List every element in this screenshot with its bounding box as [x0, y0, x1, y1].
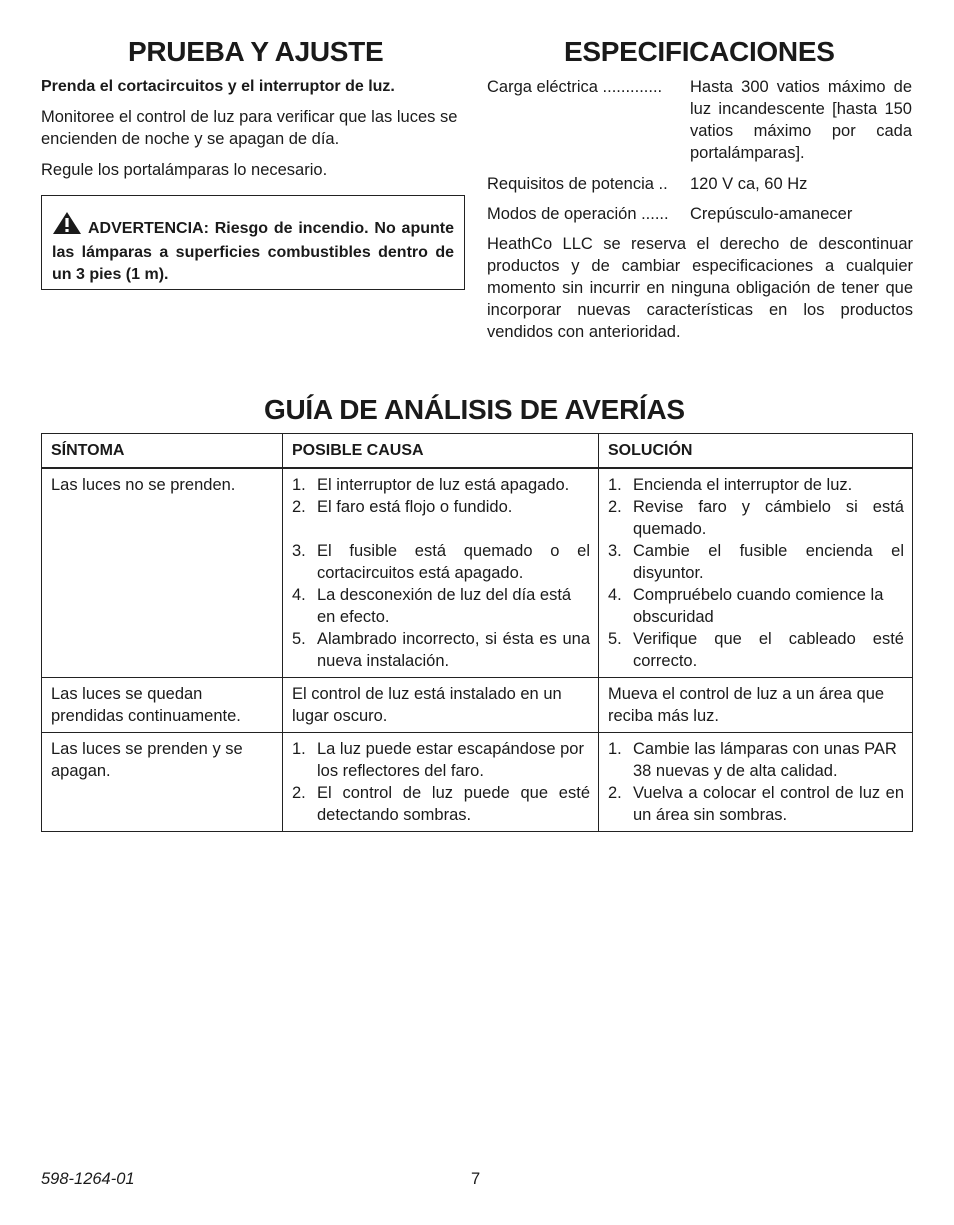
header-symptom: SÍNTOMA [42, 434, 283, 469]
list-item: 2. El faro está flojo o fundido. [292, 498, 513, 516]
symptom-cell: Las luces se quedan prendidas continuamente. [42, 678, 283, 733]
list-item: 2. El control de luz puede que esté detectando sombras. [292, 784, 590, 824]
solution-cell: Mueva el control de luz a un área que reciba más luz. [599, 678, 913, 733]
list-item: 2. Revise faro y cámbielo si está quemado. [608, 498, 904, 538]
cause-cell [283, 468, 599, 678]
list-item: 4. Compruébelo cuando comience la obscuridad [608, 586, 884, 626]
solution-cell [599, 733, 913, 832]
table-row [42, 468, 913, 678]
test-step-1: Prenda el cortacircuitos y el interruptor de luz. [41, 78, 395, 95]
list-item: 5. Alambrado incorrecto, si ésta es una nueva instalación. [292, 630, 590, 670]
spec-label: Requisitos de potencia .. [487, 175, 668, 193]
list-item: 1. Cambie las lámparas con unas PAR 38 nuevas y de alta calidad. [608, 740, 897, 780]
doc-number: 598-1264-01 [41, 1170, 135, 1188]
spec-label: Modos de operación ...... [487, 205, 669, 223]
list-item: 1. Encienda el interruptor de luz. [608, 476, 853, 494]
specs-note: HeathCo LLC se reserva el derecho de descontinuar productos y de cambiar especificaciones a cualquier momento sin incurrir en ninguna obligación de tener que incorporar nuevas características en los productos vendidos con anterioridad. [487, 235, 913, 341]
header-solution: SOLUCIÓN [599, 434, 913, 469]
table-row [42, 678, 913, 733]
header-cause: POSIBLE CAUSA [283, 434, 599, 469]
list-item: 1. El interruptor de luz está apagado. [292, 476, 570, 494]
list-item: 1. La luz puede estar escapándose por los reflectores del faro. [292, 740, 584, 780]
table-header-row [42, 434, 913, 469]
list-item: 5. Verifique que el cableado esté correcto. [608, 630, 904, 670]
list-item: 3. El fusible está quemado o el cortacircuitos está apagado. [292, 542, 590, 582]
spec-label: Carga eléctrica ............. [487, 78, 663, 96]
spec-row-modes [487, 203, 913, 225]
test-step-3: Regule los portalámparas lo necesario. [41, 161, 328, 179]
table-row [42, 733, 913, 832]
specs-title: ESPECIFICACIONES [564, 36, 835, 67]
spec-value: Crepúsculo-amanecer [690, 205, 853, 223]
spacer [292, 518, 590, 540]
cause-cell: El control de luz está instalado en un lugar oscuro. [283, 678, 599, 733]
spec-value: Hasta 300 vatios máximo de luz incandescente [hasta 150 vatios máximo por cada portalámparas]. [690, 78, 912, 162]
list-item: 2. Vuelva a colocar el control de luz en un área sin sombras. [608, 784, 904, 824]
spec-row-power [487, 173, 913, 195]
warning-text: ADVERTENCIA: Riesgo de incendio. No apunte las lámparas a superficies combustibles dentro de un 3 pies (1 m). [52, 220, 454, 283]
spec-value: 120 V ca, 60 Hz [690, 175, 808, 193]
test-step-2: Monitoree el control de luz para verificar que las luces se encienden de noche y se apagan de día. [41, 108, 458, 148]
symptom-cell: Las luces se prenden y se apagan. [42, 733, 283, 832]
test-title: PRUEBA Y AJUSTE [128, 36, 384, 67]
troubleshoot-table [41, 433, 913, 832]
symptom-cell: Las luces no se prenden. [42, 468, 283, 678]
spec-row-load [487, 76, 913, 164]
list-item: 4. La desconexión de luz del día está en efecto. [292, 586, 572, 626]
solution-cell [599, 468, 913, 678]
cause-cell [283, 733, 599, 832]
page-number: 7 [471, 1170, 481, 1188]
warning-box [41, 195, 465, 290]
list-item: 3. Cambie el fusible encienda el disyuntor. [608, 542, 904, 582]
troubleshoot-title: GUÍA DE ANÁLISIS DE AVERÍAS [264, 394, 685, 425]
warning-icon [52, 211, 82, 242]
